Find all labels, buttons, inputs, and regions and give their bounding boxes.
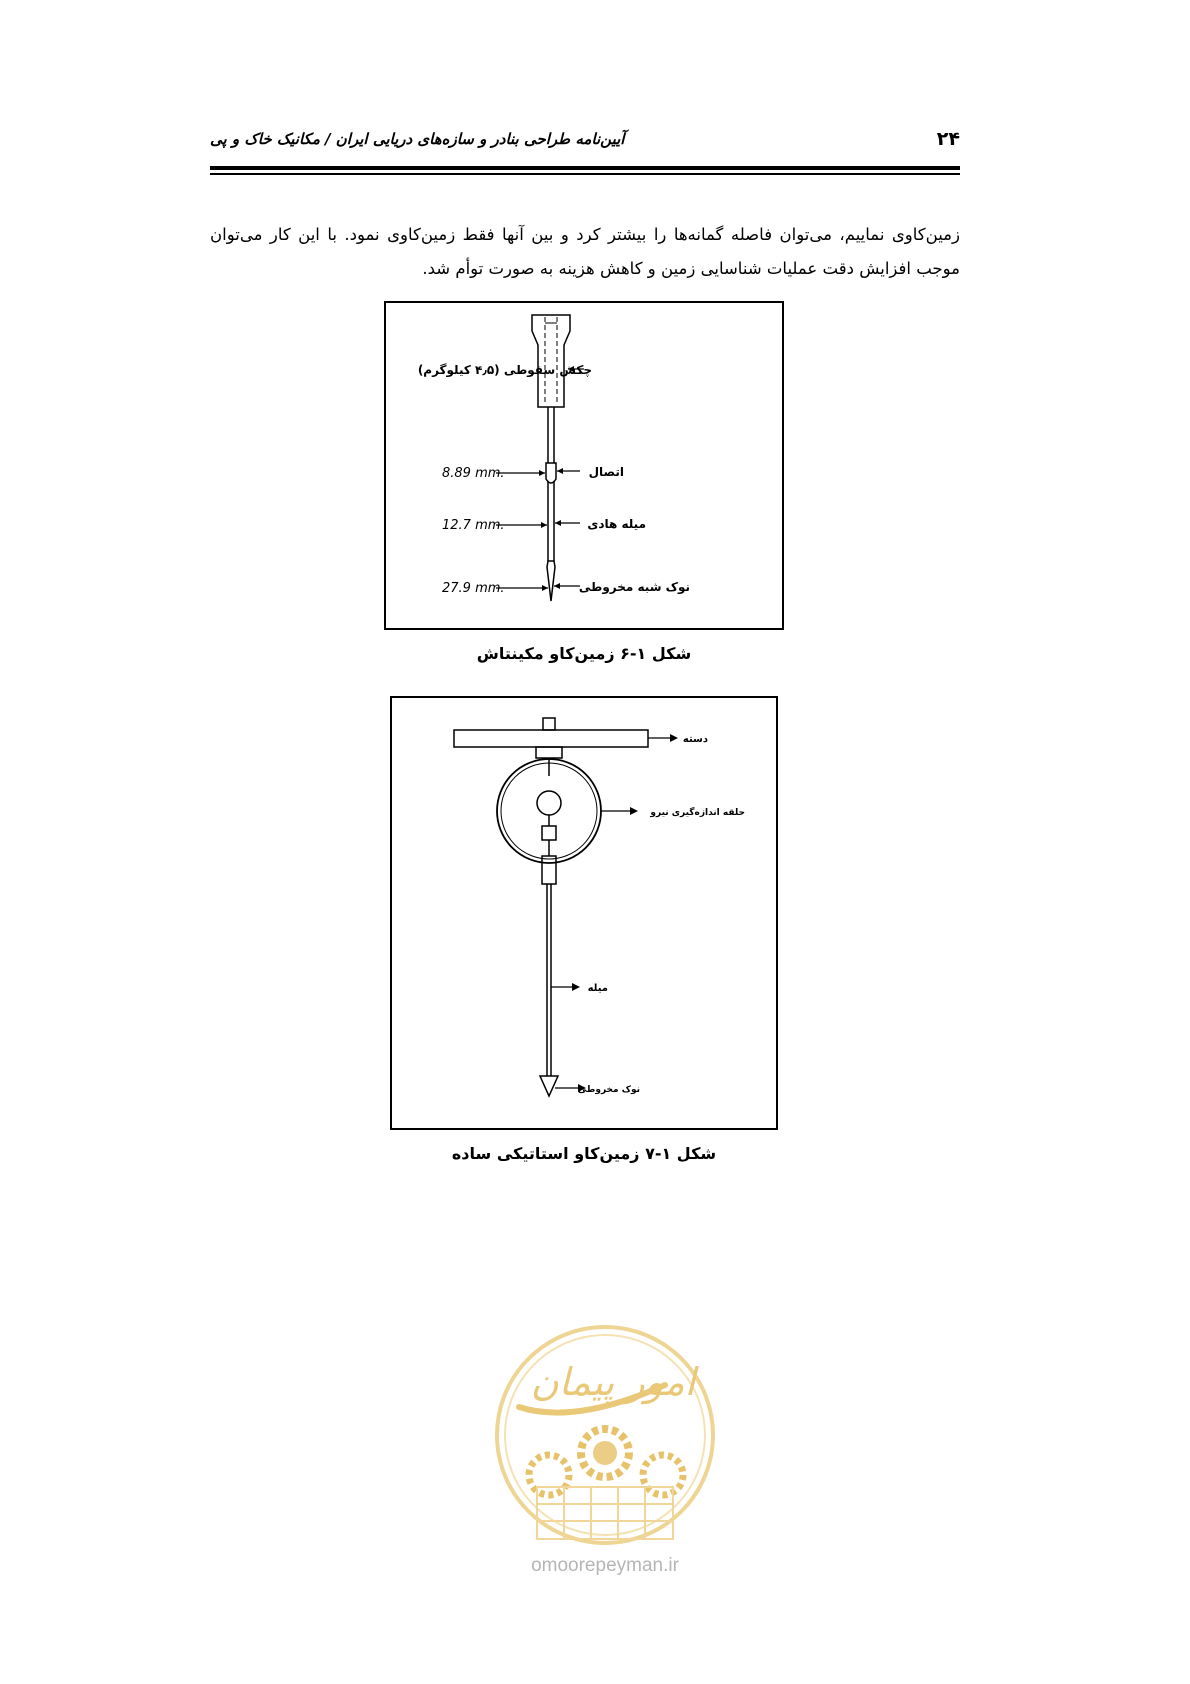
- running-title: آیین‌نامه طراحی بنادر و سازه‌های دریایی ایران / مکانیک خاک و پی: [210, 130, 625, 148]
- header-rule-thin: [210, 173, 960, 175]
- figure2-caption: شکل ۱-۷ زمین‌کاو استاتیکی ساده: [451, 1144, 717, 1163]
- label-hammer: چکش سقوطی (۴٫۵ کیلوگرم): [417, 363, 592, 377]
- dim-27-9: 27.9 mm.: [442, 581, 505, 596]
- body-paragraph: زمین‌کاوی نماییم، می‌توان فاصله گمانه‌ها را بیشتر کرد و بین آنها فقط زمین‌کاوی نمود. با این کار می‌توان موجب افزایش دقت عملیات شناسایی زمین و کاهش هزینه به صورت توأم شد.: [210, 225, 960, 278]
- label-coupling: اتصال: [588, 465, 624, 479]
- page-number: ۲۴: [936, 128, 960, 150]
- cone-shape: [540, 1076, 558, 1096]
- label-guide-rod: میله هادی: [587, 517, 646, 531]
- label-rod: میله: [587, 983, 608, 994]
- page-header: [210, 128, 960, 158]
- cone-tip-shape: [547, 561, 555, 601]
- omoorepeyman-logo: [485, 1315, 725, 1577]
- header-rule-thick: [210, 166, 960, 170]
- handle-bar: [454, 730, 648, 747]
- dim-12-7: 12.7 mm.: [442, 518, 505, 533]
- label-cone-tip: نوک شبه مخروطی: [578, 580, 690, 594]
- logo-text: امور پیمان: [530, 1360, 696, 1404]
- label-cone: نوک مخروطی: [577, 1085, 640, 1095]
- coupling-shape: [546, 463, 556, 483]
- label-handle: دسته: [682, 734, 708, 745]
- figure2-frame: [391, 697, 777, 1129]
- figure-static-probe: [390, 696, 778, 1130]
- logo-site: omoorepeyman.ir: [531, 1555, 679, 1576]
- hammer-shape: [532, 315, 570, 407]
- figure-mackintosh-probe: [384, 301, 784, 631]
- label-proving-ring: حلقه اندازه‌گیری نیرو: [650, 808, 745, 818]
- dim-8-89: 8.89 mm.: [442, 466, 505, 481]
- figure1-caption: شکل ۱-۶ زمین‌کاو مکینتاش: [476, 644, 692, 663]
